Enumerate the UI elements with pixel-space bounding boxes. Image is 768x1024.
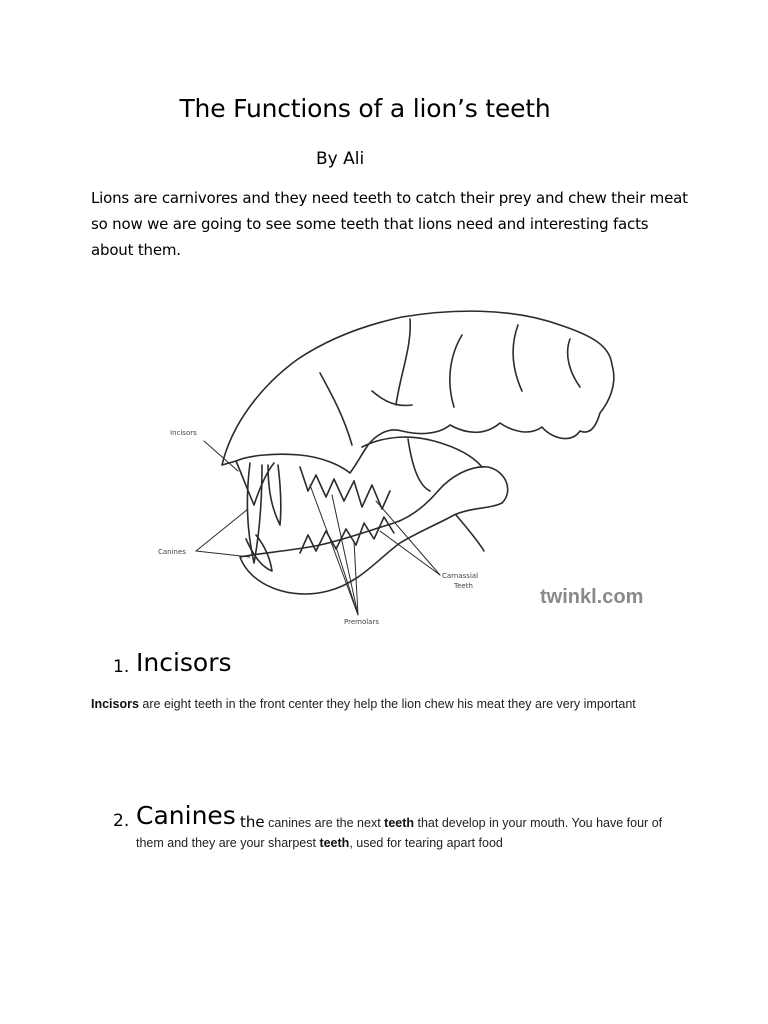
section-2-body <box>136 812 676 853</box>
skull-mandible-notch <box>456 515 484 551</box>
canines-leader-line <box>196 509 248 551</box>
skull-zygomatic-arch <box>362 437 482 467</box>
label-carnassial-teeth: Teeth <box>454 582 473 590</box>
author-byline: By Ali <box>316 149 365 169</box>
upper-premolar-teeth <box>300 467 354 501</box>
bold-term-teeth-1: teeth <box>384 816 415 830</box>
lion-skull-diagram <box>150 295 650 630</box>
section-1-number: 1. <box>113 657 130 677</box>
section-2-lead-word: the <box>240 813 265 831</box>
bold-term-incisors: Incisors <box>91 697 139 711</box>
skull-orbit <box>408 439 430 491</box>
skull-suture-line <box>372 391 412 405</box>
section-1-heading: Incisors <box>136 648 232 677</box>
section-2-text-1: canines are the next <box>264 816 385 830</box>
canines-leader-line <box>196 551 250 557</box>
twinkl-watermark: twinkl.com <box>540 586 644 608</box>
label-premolars: Premolars <box>344 618 379 626</box>
label-incisors: Incisors <box>170 429 197 437</box>
label-carnassial: Carnassial <box>442 572 479 580</box>
section-2-number: 2. <box>113 811 130 831</box>
skull-suture-line <box>396 319 410 405</box>
label-canines: Canines <box>158 548 186 556</box>
intro-paragraph: Lions are carnivores and they need teeth to catch their prey and chew their meat so now we are going to see some teeth that lions need and interesting facts about them. <box>91 189 688 259</box>
carnassial-tooth <box>354 481 390 509</box>
section-2-text-3: , used for tearing apart food <box>349 836 503 850</box>
section-2-text-2: that develop in your mouth. You have four of them and they are your sharpest <box>136 816 663 850</box>
skull-cranium-outline <box>222 311 614 473</box>
incisors-leader-line <box>204 441 238 471</box>
upper-canine-tooth <box>268 465 281 525</box>
lower-carnassial-tooth <box>356 517 394 545</box>
skull-suture-line <box>450 335 462 407</box>
section-1-text: are eight teeth in the front center they help the lion chew his meat they are very important <box>138 697 636 711</box>
skull-suture-line <box>513 325 522 391</box>
section-1-body <box>91 694 661 714</box>
section-2-heading: Canines <box>136 801 236 830</box>
skull-suture-line <box>320 373 352 445</box>
carnassial-leader-line <box>376 501 440 575</box>
skull-suture-line <box>568 339 580 387</box>
bold-term-teeth-2: teeth <box>319 836 350 850</box>
document-title: The Functions of a lion’s teeth <box>179 94 551 123</box>
